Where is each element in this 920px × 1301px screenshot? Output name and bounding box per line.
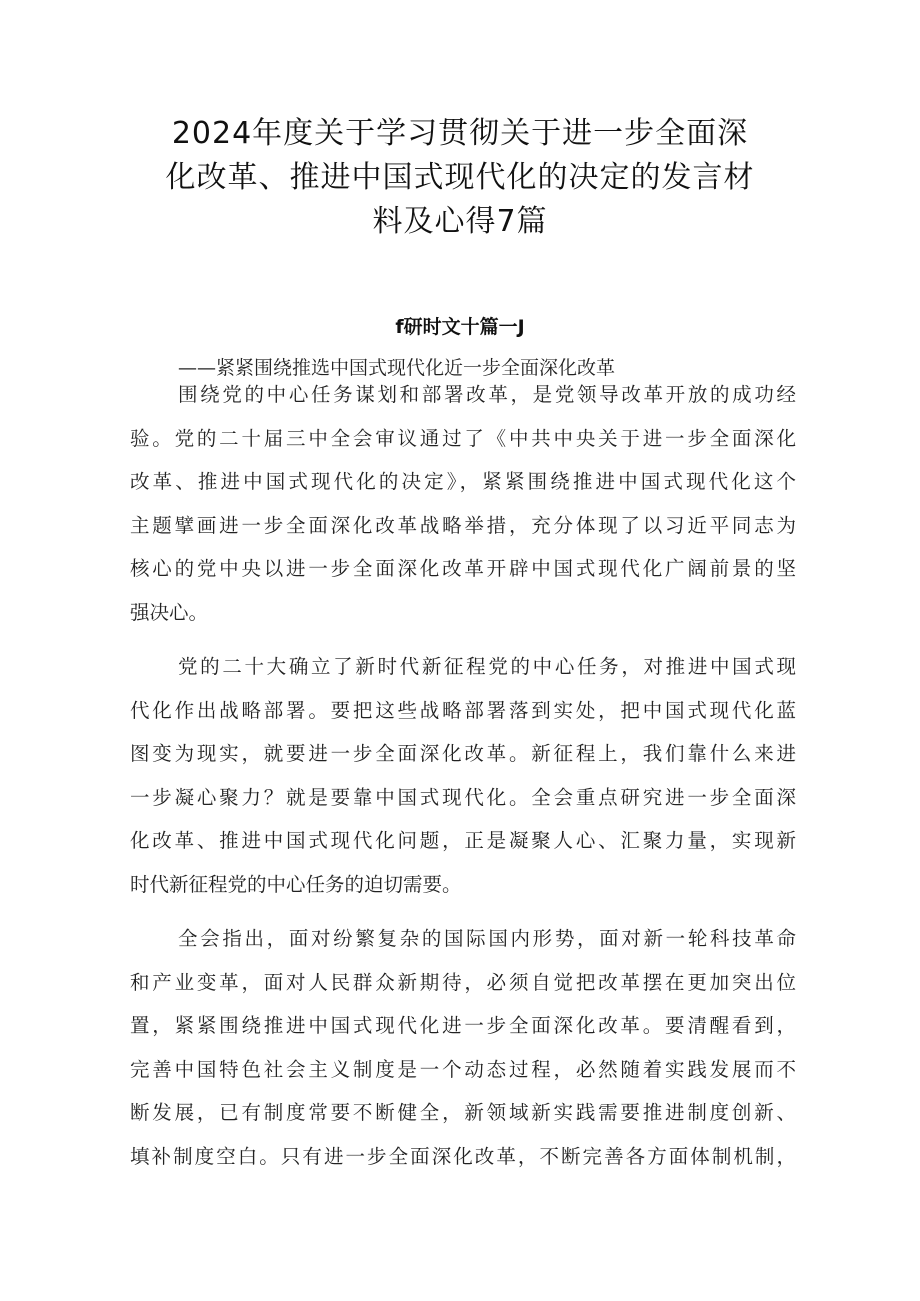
paragraph-line: 核心的党中央以进一步全面深化改革开辟中国式现代化广阔前景的坚 [130, 557, 796, 580]
title-line: 2024年度关于学习贯彻关于进一步全面深 [171, 116, 749, 151]
paragraph-line: 全会指出，面对纷繁复杂的国际国内形势，面对新一轮科技革命 [178, 927, 796, 950]
paragraph-1 [130, 373, 796, 634]
paragraph-line: 改革、推进中国式现代化的决定》，紧紧围绕推进中国式现代化这个 [130, 470, 796, 493]
paragraph-line: 代化作出战略部署。要把这些战略部署落到实处，把中国式现代化蓝 [130, 698, 796, 722]
paragraph-line: 主题擘画进一步全面深化改革战略举措，充分体现了以习近平同志为 [130, 513, 796, 537]
paragraph-line: 置，紧紧围绕推进中国式现代化进一步全面深化改革。要清醒看到， [130, 1014, 796, 1037]
paragraph-line: 完善中国特色社会主义制度是一个动态过程，必然随着实践发展而不 [130, 1057, 796, 1081]
paragraph-line: 图变为现实，就要进一步全面深化改革。新征程上，我们靠什么来进 [130, 742, 796, 765]
paragraph-line: 化改革、推进中国式现代化问题，正是凝聚人心、汇聚力量，实现新 [130, 829, 796, 852]
paragraph-line: 强决心。 [130, 600, 209, 624]
paragraph-line: 验。党的二十届三中全会审议通过了《中共中央关于进一步全面深化 [130, 426, 796, 450]
paragraph-line: 围绕党的中心任务谋划和部署改革，是党领导改革开放的成功经 [178, 383, 796, 406]
title-line: 料及心得7篇 [372, 204, 548, 239]
paragraph-line: 和产业变革，面对人民群众新期待，必须自觉把改革摆在更加突出位 [130, 970, 796, 994]
paragraph-line: 填补制度空白。只有进一步全面深化改革，不断完善各方面体制机制， [130, 1144, 796, 1168]
paragraph-line: 时代新征程党的中心任务的迫切需要。 [130, 872, 462, 896]
paragraph-2 [130, 645, 796, 906]
document-title [110, 112, 810, 244]
paragraph-line: 一步凝心聚力？就是要靠中国式现代化。全会重点研究进一步全面深 [130, 785, 796, 809]
title-line: 化改革、推进中国式现代化的决定的发言材 [165, 160, 755, 195]
paragraph-line: 断发展，已有制度常要不断健全，新领域新实践需要推进制度创新、 [130, 1101, 796, 1124]
section-heading: f研时文十篇一J [395, 316, 525, 338]
article-subtitle: ——紧紧围绕推选中国式现代化近一步全面深化改革 [178, 357, 616, 379]
paragraph-3 [130, 917, 796, 1178]
paragraph-line: 党的二十大确立了新时代新征程党的中心任务，对推进中国式现 [178, 655, 796, 678]
